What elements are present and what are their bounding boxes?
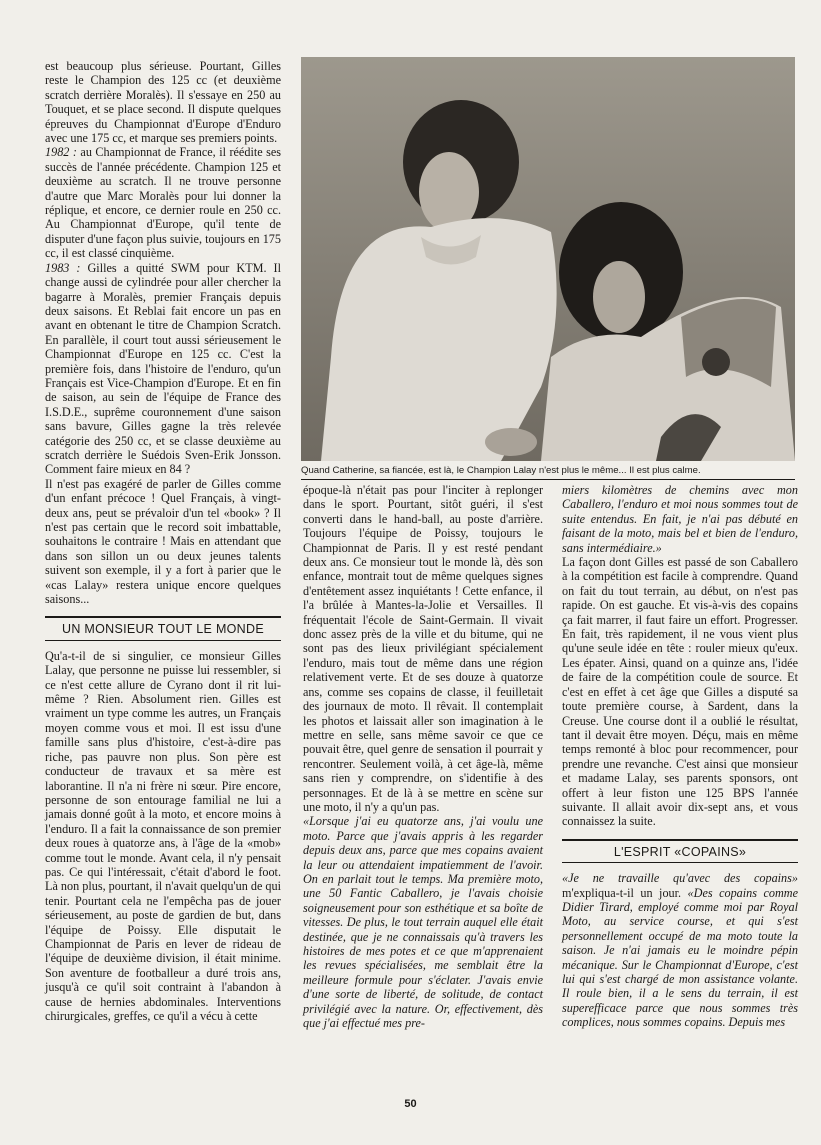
section-heading: L'ESPRIT «COPAINS» (562, 839, 798, 863)
paragraph (45, 145, 281, 260)
paragraph: La façon dont Gilles est passé de son Caballero à la compétition est facile à comprendre. Quand on fait du tout terrain, au début, on n'est pas rapide. On est gauche. Et vis-à-vis des copains ça fait marrer, il faut faire un effort. Progresser. En fait, très rapidement, il ne vous vient plus qu'une seule idée en tête : rouler mieux qu'eux. Les épater. Ainsi, quand on a quinze ans, l'idée de faire de la compétition coule de source. Et c'est en effet à cet âge que Gilles a disputé sa toute première course, à Sardent, dans la Creuse. Une course dont il a oublié le résultat, tant il devait être moyen. Déçu, mais en même temps remonté à bloc pour recommencer, pour prendre une revanche. C'est ainsi que monsieur et madame Lalay, ses parents sponsors, ont offert à leur fiston une 125 BPS l'année suivante. Il allait avoir dix-sept ans, et vous connaissez la suite. (562, 555, 798, 829)
paragraph: est beaucoup plus sérieuse. Pourtant, Gilles reste le Champion des 125 cc (et deuxième scratch derrière Moralès). Il s'essaye en 250 au Touquet, et se place second. Il dispute quelques épreuves du Championnat d'Europe d'Enduro avec une 175 cc, et marque ses premiers points. (45, 59, 281, 146)
photo-caption: Quand Catherine, sa fiancée, est là, le Champion Lalay n'est plus le même... Il est plus calme. (301, 465, 701, 476)
paragraph-text: au Championnat de France, il réédite ses succès de l'année précédente. Champion 125 et deuxième au scratch. Il ne trouve personne d'autre que Marc Moralès pour lui donner la réplique, et encore, ce dernier roule en 250 cc. Au Championnat d'Europe, qu'il tente de disputer d'une façon plus suivie, toujours en 175 cc, il est classé cinquième. (45, 145, 281, 261)
quote-text: miers kilomètres de chemins avec mon Caballero, l'enduro et moi nous sommes tout de suite entendus. En fait, je n'ai pas débuté en faisant de la moto, mais bel et bien de l'enduro, sans intermédiaire.» (562, 483, 798, 555)
caption-divider (301, 479, 795, 480)
year-label: 1983 : (45, 260, 81, 275)
paragraph (45, 261, 281, 477)
paragraph-text: Gilles a quitté SWM pour KTM. Il change aussi de cylindrée pour aller chercher la bagarre à Moralès, premier Français depuis deux saisons. Et Reblai fait encore un pas en avant en obtenant le titre de Champion Scratch. En parallèle, il court tout aussi sérieusement le Championnat d'Europe en 125 cc. C'est la première fois, dans l'histoire de l'enduro, qu'un Français est Vice-Champion d'Europe. Et en fin de saison, au sein de l'équipe de France des I.S.D.E., suprême couronnement d'une saison sans bavure, Gilles gagne la très relevée catégorie des 250 cc, et se classe deuxième au scratch derrière le Suédois Sven-Erik Jonsson. Comment faire mieux en 84 ? (45, 260, 281, 477)
paragraph: Qu'a-t-il de si singulier, ce monsieur Gilles Lalay, que personne ne puisse lui ressembler, si ce n'est cette allure de Cyrano dont il rit lui-même ? Rien. Absolument rien. Gilles est vraiment un type comme les autres, un Français moyen comme vous et moi. Il est issu d'une famille sans plus d'histoire, c'est-à-dire pas riche, pas pauvre non plus. Son père est conducteur de travaux et sa mère est laborantine. Il n'a ni frère ni sœur. Pire encore, personne de son entourage familial ne lui a jamais donné goût à la moto, et encore moins à l'enduro. Il a fait la connaissance de son premier deux roues à quatorze ans, à l'âge de la «mob» comme tout le monde. Avant cela, il n'y pensait pas. Ce qui l'intéressait, c'était d'abord le foot. Là non plus, pourtant, il n'avait quelqu'un de qui tenir. Pourtant cela ne l'empêcha pas de jouer sérieusement, au poste de gardien de but, dans l'équipe de Poissy. Elle disputait le Championnat de Paris en lever de rideau de l'équipe de deuxième division, il était minime. Son aventure de footballeur a duré trois ans, jusqu'à ce qu'il soit contraint à l'abandon à cause de hernies abdominales. Interventions chirurgicales, greffes, ce qu'il a vécu à cette (45, 648, 281, 1023)
quote-paragraph (303, 814, 543, 1030)
quote-paragraph (562, 871, 798, 1029)
column-middle (303, 483, 543, 1030)
quote-text: «Lorsque j'ai eu quatorze ans, j'ai voulu une moto. Parce que j'avais appris à les regarder depuis deux ans, parce que mes copains avaient la leur ou attendaient impatiemment de l'avoir. On en parlait tout le temps. Ma première moto, une 50 Fantic Caballero, je l'avais choisie soigneusement pour son esthétique et sa boîte de vitesses. De plus, le tout terrain auquel elle était destinée, que je ne connaissais qu'à travers les histoires de mes potes et ce que m'apprenaient les revues spécialisées, me semblait être la meilleure formule pour s'éclater. J'avais envie d'une sorte de liberté, de solitude, de contact privilégié avec la nature. Or, effectivement, dès que j'ai effectué mes pre- (303, 814, 543, 1031)
paragraph-text: m'expliqua-t-il un jour. (562, 885, 688, 900)
paragraph: Il n'est pas exagéré de parler de Gilles comme d'un enfant précoce ! Quel Français, à vingt-deux ans, peut se prévaloir d'un tel «book» ? Il n'est pas certain que le record soit imbattable, souhaitons le contraire ! Mais en attendant que dans son sillon un ou deux jeunes talents suivent son exemple, il y a fort à parier que le «cas Lalay» restera unique encore quelques saisons... (45, 476, 281, 607)
column-left (45, 59, 281, 1023)
photo (301, 57, 795, 461)
quote-text: «Des copains comme Didier Tirard, employé comme moi par Royal Moto, au service course, et qui s'est personnellement occupé de ma moto toute la saison. Je n'ai jamais eu le moindre pépin mécanique. Sur le Championnat d'Europe, c'est lui qui s'est chargé de mon assistance volante. Il roule bien, il a le sens du terrain, il est superefficace parce que nous sommes très complices, nous sommes copains. Depuis mes (562, 885, 798, 1030)
section-heading: UN MONSIEUR TOUT LE MONDE (45, 616, 281, 640)
photo-illustration (301, 57, 795, 461)
paragraph: époque-là n'était pas pour l'inciter à replonger dans le sport. Pourtant, sitôt guéri, il s'est converti dans le hand-ball, au poste d'arrière. Toujours l'équipe de Poissy, toujours le Championnat de Paris. Il y est resté pendant deux ans. Ce monsieur tout le monde là, dès son enfance, montrait tout de même quelques signes d'entêtement assez inquiétants ! Cette enfance, il l'a brûlée à Mantes-la-Jolie et Versailles. Il fréquentait l'école de Saint-Germain. Il vivait donc assez près de la ville et du bitume, qui ne sont pas des lieux privilégiant spécialement l'enduro, mais tout de même dans une région relativement verte. Et de ses douze à quatorze ans, comme ses copains de classe, il feuilletait des journaux de moto. Il rêvait. Il contemplait les photos et laissait aller son imagination à le mettre en selle, sans même savoir ce que ce pouvait être, quel genre de sensation il pourrait y rencontrer. Seulement voilà, à cet âge-là, même sans rien y comprendre, on s'identifie à des personnages. Et de là à se mettre en scène sur une moto, il n'y a qu'un pas. (303, 483, 543, 814)
year-label: 1982 : (45, 145, 77, 160)
quote-paragraph (562, 483, 798, 555)
column-right (562, 483, 798, 1030)
quote-text: «Je ne travaille qu'avec des copains» (562, 871, 798, 886)
page-number: 50 (404, 1098, 417, 1110)
